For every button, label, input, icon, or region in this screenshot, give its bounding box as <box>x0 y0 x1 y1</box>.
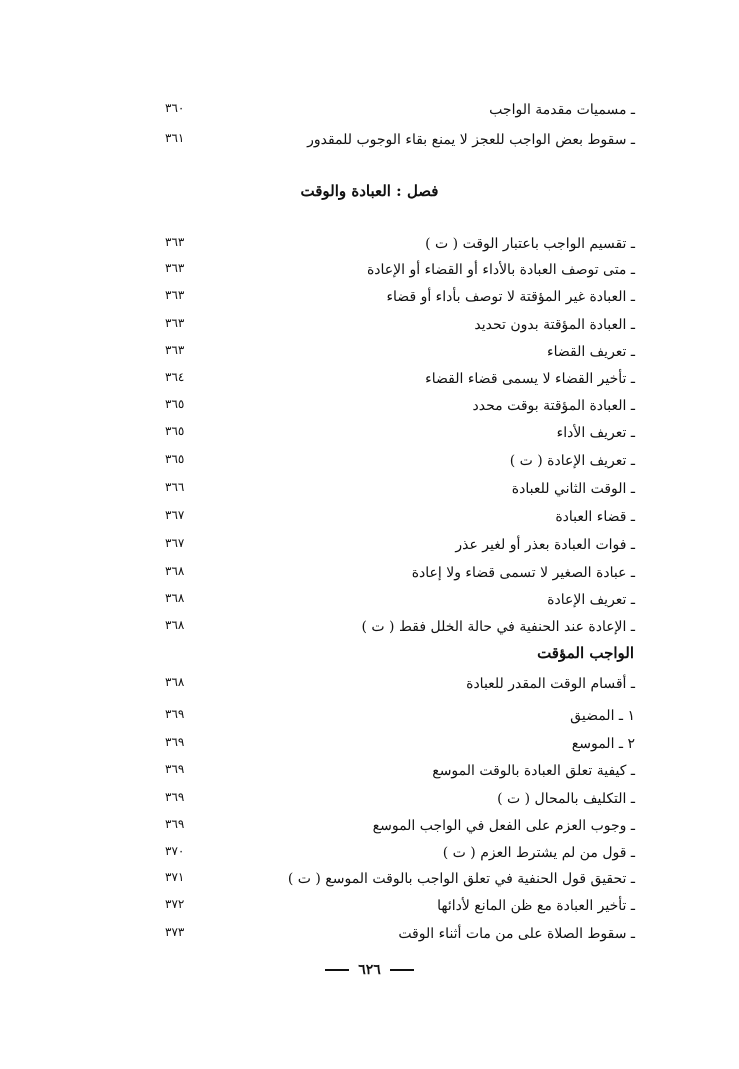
index-entry <box>165 588 635 614</box>
entry-title: ـ سقوط الصلاة على من مات أثناء الوقت <box>398 926 635 942</box>
entry-title: ـ تأخير العبادة مع ظن المانع لأدائها <box>437 898 635 914</box>
entry-page-number: ٣٦٩ <box>165 817 185 831</box>
entry-page-number: ٣٦٨ <box>165 675 185 689</box>
index-entry <box>165 867 635 893</box>
index-entry <box>165 313 635 339</box>
index-entry <box>165 258 635 284</box>
entry-page-number: ٣٦٣ <box>165 288 185 302</box>
index-entry <box>165 841 635 867</box>
page-footer <box>0 962 739 978</box>
index-entry <box>165 814 635 840</box>
entry-page-number: ٣٧٣ <box>165 925 185 939</box>
entry-page-number: ٣٦٩ <box>165 707 185 721</box>
index-entry <box>165 421 635 447</box>
entry-title: ـ العبادة المؤقتة بدون تحديد <box>474 317 635 333</box>
entry-title: ـ التكليف بالمحال ( ت ) <box>497 791 635 807</box>
entry-page-number: ٣٦٣ <box>165 261 185 275</box>
index-entry <box>165 232 635 258</box>
entry-page-number: ٣٦٠ <box>165 101 185 115</box>
entry-title: ـ تعريف الإعادة <box>547 592 635 608</box>
footer-dash <box>390 969 414 971</box>
entry-page-number: ٣٦٨ <box>165 591 185 605</box>
entry-title: ـ سقوط بعض الواجب للعجز لا يمنع بقاء الوجوب للمقدور <box>307 132 635 148</box>
index-entry <box>165 561 635 587</box>
entry-page-number: ٣٦٩ <box>165 735 185 749</box>
entry-page-number: ٣٦٨ <box>165 564 185 578</box>
entry-title: ـ متى توصف العبادة بالأداء أو القضاء أو الإعادة <box>366 262 635 278</box>
entry-page-number: ٣٦٥ <box>165 424 185 438</box>
index-entry <box>165 477 635 503</box>
entry-title: ـ أقسام الوقت المقدر للعبادة <box>466 676 635 692</box>
entry-page-number: ٣٦٩ <box>165 762 185 776</box>
entry-title: ـ قضاء العبادة <box>555 509 635 525</box>
index-entry <box>165 394 635 420</box>
subheading: الواجب المؤقت <box>537 644 634 662</box>
entry-page-number: ٣٦٧ <box>165 536 185 550</box>
index-entry <box>165 533 635 559</box>
index-entry <box>165 672 635 698</box>
entry-page-number: ٣٦٥ <box>165 397 185 411</box>
index-entry <box>165 340 635 366</box>
entry-page-number: ٣٦٥ <box>165 452 185 466</box>
index-entry <box>165 615 635 641</box>
index-entry <box>165 449 635 475</box>
index-entry <box>165 98 635 124</box>
entry-title: ـ الإعادة عند الحنفية في حالة الخلل فقط ( ت ) <box>361 619 635 635</box>
index-entry <box>165 759 635 785</box>
entry-page-number: ٣٦٩ <box>165 790 185 804</box>
entry-title: ـ تعريف القضاء <box>547 344 635 360</box>
entry-page-number: ٣٦٣ <box>165 343 185 357</box>
index-entry <box>165 787 635 813</box>
entry-page-number: ٣٦٧ <box>165 508 185 522</box>
entry-page-number: ٣٦١ <box>165 131 185 145</box>
entry-title: ـ عبادة الصغير لا تسمى قضاء ولا إعادة <box>411 565 635 581</box>
entry-page-number: ٣٦٣ <box>165 316 185 330</box>
entry-title: ـ مسميات مقدمة الواجب <box>489 102 635 118</box>
index-entry <box>165 704 635 730</box>
entry-title: ـ تقسيم الواجب باعتبار الوقت ( ت ) <box>425 236 635 252</box>
index-entry <box>165 505 635 531</box>
index-entry <box>165 894 635 920</box>
entry-title: ـ فوات العبادة بعذر أو لغير عذر <box>455 537 635 553</box>
entry-page-number: ٣٦٤ <box>165 370 185 384</box>
entry-title: ـ قول من لم يشترط العزم ( ت ) <box>442 845 635 861</box>
entry-title: ـ تعريف الأداء <box>556 425 635 441</box>
entry-page-number: ٣٦٨ <box>165 618 185 632</box>
entry-page-number: ٣٧١ <box>165 870 185 884</box>
index-entry <box>165 732 635 758</box>
entry-title: ١ ـ المضيق <box>570 708 635 724</box>
index-entry <box>165 367 635 393</box>
entry-title: ـ العبادة غير المؤقتة لا توصف بأداء أو قضاء <box>386 289 635 305</box>
index-entry <box>165 128 635 154</box>
entry-title: ـ العبادة المؤقتة بوقت محدد <box>472 398 635 414</box>
index-entry <box>165 922 635 948</box>
entry-title: ـ تعريف الإعادة ( ت ) <box>509 453 635 469</box>
entry-page-number: ٣٦٦ <box>165 480 185 494</box>
footer-page-number: ٦٢٦ <box>358 962 381 978</box>
entry-title: ـ الوقت الثاني للعبادة <box>511 481 635 497</box>
entry-title: ـ وجوب العزم على الفعل في الواجب الموسع <box>372 818 635 834</box>
entry-title: ٢ ـ الموسع <box>571 736 635 752</box>
entry-title: ـ كيفية تعلق العبادة بالوقت الموسع <box>432 763 635 779</box>
index-entry <box>165 285 635 311</box>
footer-dash <box>325 969 349 971</box>
section-title: فصل : العبادة والوقت <box>300 182 439 200</box>
entry-page-number: ٣٦٣ <box>165 235 185 249</box>
entry-title: ـ تأخير القضاء لا يسمى قضاء القضاء <box>425 371 635 387</box>
entry-title: ـ تحقيق قول الحنفية في تعلق الواجب بالوقت الموسع ( ت ) <box>287 871 635 887</box>
entry-page-number: ٣٧٠ <box>165 844 185 858</box>
entry-page-number: ٣٧٢ <box>165 897 185 911</box>
